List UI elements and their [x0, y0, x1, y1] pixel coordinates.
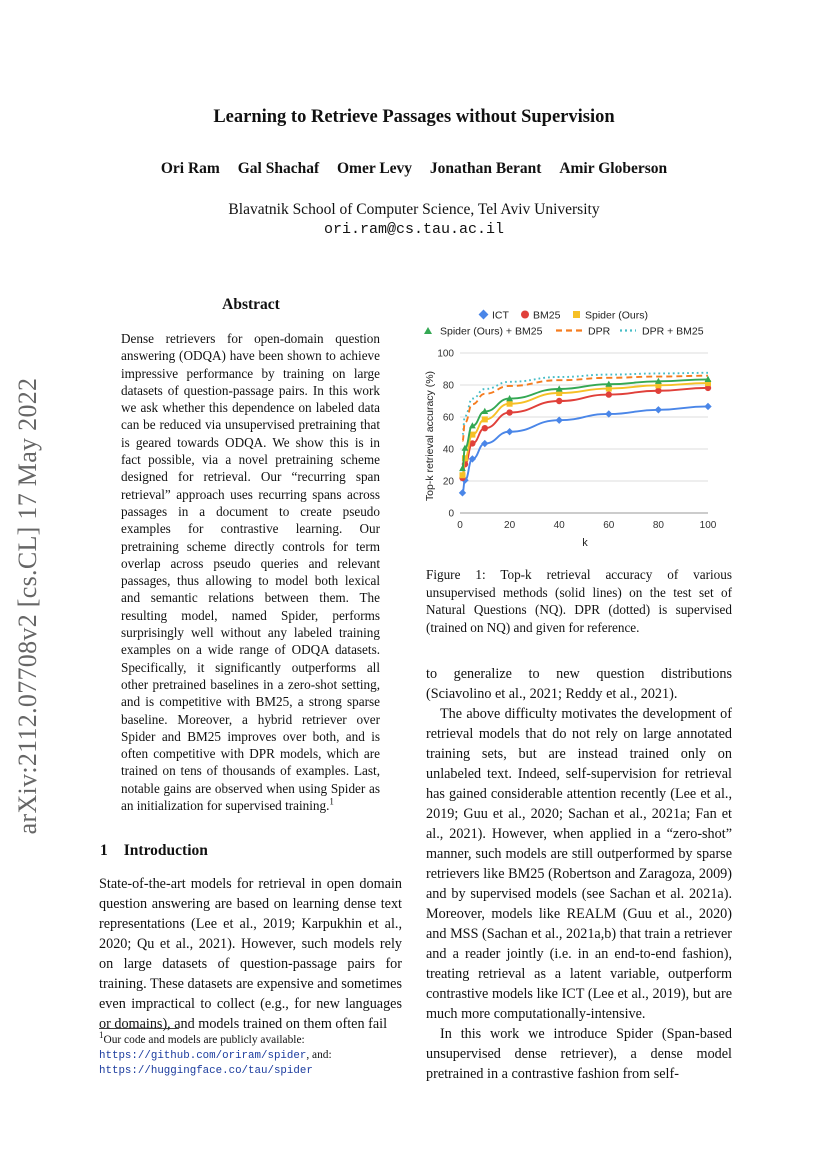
data-point-ict — [556, 417, 563, 424]
footnote-divider — [99, 1028, 179, 1029]
series-line-spider-ours-bm25 — [462, 379, 708, 468]
abstract-body — [121, 330, 380, 814]
chart-legend — [424, 310, 704, 338]
data-point-bm25 — [556, 398, 562, 404]
right-paragraph-3: In this work we introduce Spider (Span-based unsupervised dense retriever), a dense model pretrained in a contrastive fashion from self- — [426, 1026, 732, 1082]
abstract-heading: Abstract — [222, 296, 280, 313]
legend-label-spider: Spider (Ours) — [585, 309, 649, 322]
x-tick-label: 60 — [603, 520, 615, 531]
author-name: Gal Shachaf — [237, 160, 320, 177]
right-paragraph-1: to generalize to new question distributions (Sciavolino et al., 2021; Reddy et al., 2021). — [426, 666, 732, 702]
legend-marker-spider-bm25 — [424, 327, 432, 334]
data-point-spider-ours — [507, 401, 513, 407]
x-axis-ticks — [457, 520, 717, 531]
data-point-bm25 — [482, 425, 488, 431]
legend-label-spider-bm25: Spider (Ours) + BM25 — [440, 325, 543, 338]
author-list — [0, 160, 828, 178]
arxiv-sidebar — [6, 356, 50, 856]
author-name: Omer Levy — [337, 160, 413, 177]
x-tick-label: 0 — [457, 520, 463, 531]
paper-title: Learning to Retrieve Passages without Supervision — [213, 107, 615, 127]
legend-label-bm25: BM25 — [533, 309, 561, 322]
legend-entry-dpr — [556, 326, 611, 338]
right-paragraph-2: The above difficulty motivates the development of retrieval models that do not rely on large annotated training sets, but are instead trained only on unlabeled text. Indeed, self-supervision for retrieval has gained considerable attention recently (Lee et al., 2019; Guu et al., 2020; Sachan et al., 2021a; Fan et al., 2021). However, when applied in a “zero-shot” manner, such models are still outperformed by sparse retrievers like BM25 (Robertson and Zaragoza, 2009) and by supervised models (see Sachan et al. 2021a). Moreover, models like REALM (Guu et al., 2020) and MSS (Sachan et al., 2021a,b) that train a retriever and a reader jointly (i.e. in an end-to-end fashion), treating retrieval as a latent variable, outperform contrastive models like ICT (Lee et al., 2019), but are much more computationally-intensive. — [426, 706, 732, 1022]
legend-marker-bm25 — [521, 311, 529, 319]
section-heading — [100, 842, 208, 860]
y-tick-label: 0 — [448, 508, 454, 520]
data-point-bm25 — [655, 388, 661, 394]
figure-caption: Figure 1: Top-k retrieval accuracy of various unsupervised methods (solid lines) on the test set of Natural Questions (NQ). DPR (dotted) is supervised (trained on NQ) and given for reference. — [426, 567, 732, 635]
series-spider-ours — [459, 380, 711, 478]
chart-series — [459, 373, 712, 497]
data-point-spider-ours — [482, 416, 488, 422]
x-tick-label: 100 — [699, 520, 717, 531]
affiliation: Blavatnik School of Computer Science, Tel Aviv University — [228, 201, 600, 218]
y-tick-label: 100 — [437, 348, 454, 360]
data-point-ict — [704, 403, 711, 410]
x-tick-label: 80 — [652, 520, 664, 531]
y-axis-label: Top-k retrieval accuracy (%) — [424, 370, 436, 502]
footnote-link-github[interactable]: https://github.com/oriram/spider — [99, 1049, 307, 1062]
y-tick-label: 60 — [442, 412, 454, 424]
legend-entry-spider-bm25 — [424, 326, 543, 338]
author-email[interactable]: ori.ram@cs.tau.ac.il — [323, 221, 505, 238]
footnote-and: , and: — [306, 1048, 332, 1061]
x-tick-label: 40 — [553, 520, 565, 531]
y-tick-label: 20 — [442, 476, 454, 488]
arxiv-identifier: arXiv:2112.07708v2 [cs.CL] 17 May 2022 — [13, 377, 42, 835]
footnote — [99, 1030, 402, 1079]
data-point-spider-ours — [459, 472, 465, 478]
y-tick-label: 80 — [442, 380, 454, 392]
legend-marker-ict — [479, 310, 489, 320]
right-column-text — [426, 664, 732, 1084]
y-axis-ticks — [437, 349, 454, 520]
author-name: Amir Globerson — [559, 160, 668, 177]
legend-label-ict: ICT — [492, 309, 509, 322]
y-tick-label: 40 — [442, 444, 454, 456]
legend-entry-spider — [573, 310, 648, 322]
footnote-link-huggingface[interactable]: https://huggingface.co/tau/spider — [99, 1065, 313, 1077]
abstract-footnote-mark[interactable]: 1 — [329, 796, 334, 807]
footnote-text: Our code and models are publicly available: — [103, 1034, 305, 1046]
data-point-bm25 — [506, 409, 512, 415]
author-name: Jonathan Berant — [429, 160, 542, 177]
abstract-text: Dense retrievers for open-domain question answering (ODQA) have been shown to achieve impressive performance by training on large datasets of question-passage pairs. In this work we ask whether this dependence on labeled data can be reduced via unsupervised pretraining that is geared towards ODQA. We show this is in fact possible, via a novel pretraining scheme designed for retrieval. Our “recurring span retrieval” approach uses recurring spans across passages in a document to create pseudo examples for contrastive learning. Our pretraining scheme directly controls for term overlap across pseudo queries and relevant passages, thus allowing to model both lexical and semantic relations between them. The resulting model, named Spider, performs surprisingly well without any labeled training examples on a wide range of ODQA datasets. Specifically, it significantly outperforms all other pretrained baselines in a zero-shot setting, and is competitive with BM25, a strong sparse baseline. Moreover, a hybrid retriever over Spider and BM25 improves over both, and is often competitive with DPR models, which are trained on tens of thousands of examples. Last, notable gains are observed when using Spider as an initialization for supervised training. — [121, 331, 380, 814]
data-point-ict — [459, 489, 466, 496]
footnote-mark: 1 — [99, 1030, 104, 1041]
author-name: Ori Ram — [160, 160, 220, 177]
series-line-ict — [462, 406, 708, 492]
data-point-ict — [506, 428, 513, 435]
data-point-ict — [655, 406, 662, 413]
legend-entry-ict — [479, 310, 510, 322]
intro-paragraph: State-of-the-art models for retrieval in open domain question answering are based on learning dense text representations (Lee et al., 2019; Karpukhin et al., 2020; Qu et al., 2021). However, such models rely on large datasets of question-passage pairs for training. These datasets are expensive and sometimes even impractical to collect (e.g., for new languages or domains), and models trained on them often fail — [99, 876, 402, 1032]
figure-1-chart — [410, 306, 735, 551]
section-title: Introduction — [123, 842, 208, 859]
x-axis-label: k — [582, 537, 588, 549]
data-point-bm25 — [606, 391, 612, 397]
legend-marker-spider — [573, 311, 580, 318]
x-tick-label: 20 — [504, 520, 516, 531]
legend-label-dpr-bm25: DPR + BM25 — [642, 325, 704, 338]
legend-entry-bm25 — [521, 310, 561, 322]
series-line-bm25 — [462, 388, 708, 478]
section-number: 1 — [100, 842, 108, 859]
legend-label-dpr: DPR — [588, 325, 611, 338]
legend-entry-dpr-bm25 — [620, 326, 704, 338]
series-bm25 — [459, 385, 711, 481]
